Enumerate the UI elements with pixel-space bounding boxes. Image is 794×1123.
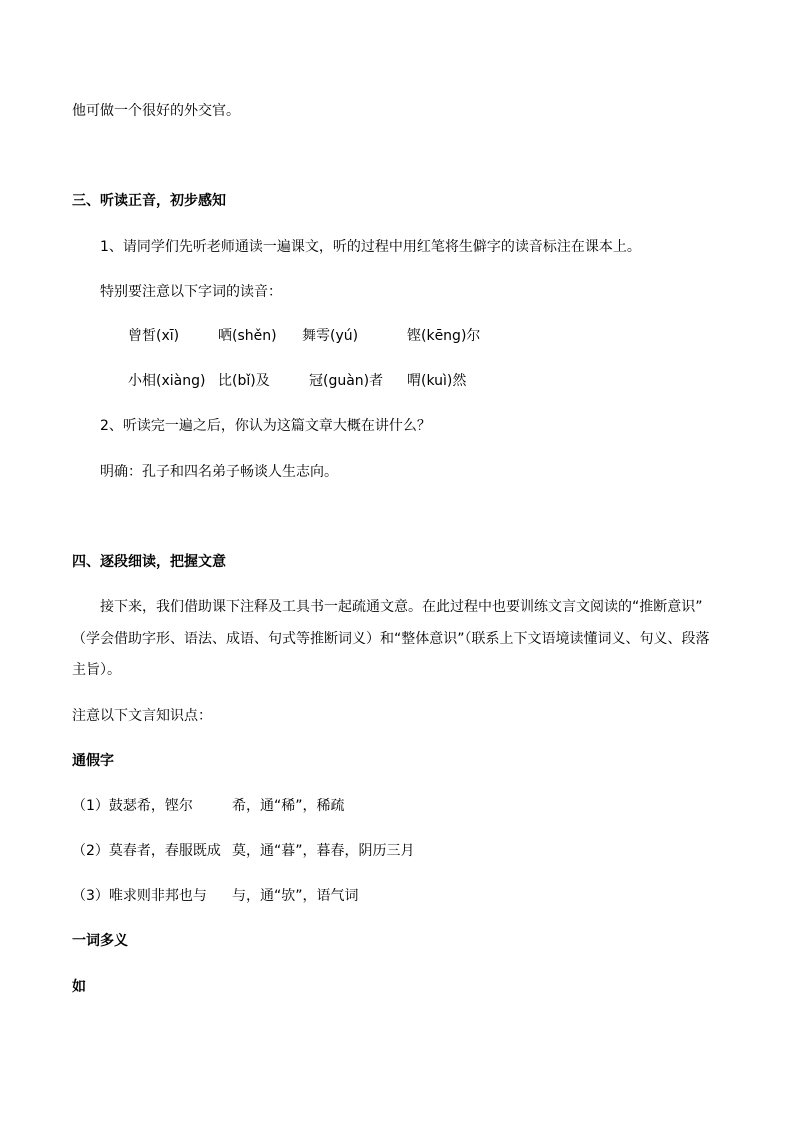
vocab-item: 舞雩(yú) (302, 328, 359, 344)
vocab-item: 比(bǐ)及 (218, 373, 270, 389)
section4-paragraph-line: 主旨）。 (72, 662, 121, 678)
vocab-item: 小相(xiàng) (128, 373, 206, 389)
tongjia-explain: 莫，通“暮”，暮春，阴历三月 (232, 843, 415, 859)
tongjia-source: （2）莫春者，春服既成 (72, 843, 221, 859)
vocab-item: 哂(shěn) (218, 328, 277, 344)
section4-paragraph-line: （学会借助字形、语法、成语、句式等推断词义）和“整体意识”（联系上下文语境读懂词义、句义、段落 (72, 631, 710, 647)
tongjia-source: （3）唯求则非邦也与 (72, 888, 207, 904)
section3-item1: 1、请同学们先听老师通读一遍课文，听的过程中用红笔将生僻字的读音标注在课本上。 (100, 239, 641, 255)
vocab-item: 曾皙(xī) (128, 328, 180, 344)
section3-answer: 明确：孔子和四名弟子畅谈人生志向。 (100, 464, 338, 480)
tongjia-heading: 通假字 (72, 753, 114, 769)
section3-note: 特别要注意以下字词的读音： (100, 284, 282, 300)
points-intro: 注意以下文言知识点： (72, 708, 212, 724)
continuation-text: 他可做一个很好的外交官。 (72, 103, 240, 119)
ru-heading: 如 (72, 979, 86, 995)
tongjia-explain: 与，通“欤”，语气词 (232, 888, 359, 904)
section3-item2: 2、听读完一遍之后，你认为这篇文章大概在讲什么？ (100, 418, 431, 434)
section3-heading: 三、听读正音，初步感知 (72, 193, 226, 209)
vocab-item: 冠(guàn)者 (309, 373, 384, 389)
vocab-item: 铿(kēng)尔 (407, 328, 481, 344)
tongjia-source: （1）鼓瑟希，铿尔 (72, 798, 193, 814)
tongjia-explain: 希，通“稀”，稀疏 (232, 798, 345, 814)
section4-heading: 四、逐段细读，把握文意 (72, 554, 226, 570)
yici-heading: 一词多义 (72, 933, 128, 949)
vocab-item: 喟(kuì)然 (407, 373, 467, 389)
section4-paragraph-line: 接下来，我们借助课下注释及工具书一起疏通文意。在此过程中也要训练文言文阅读的“推断意识” (100, 599, 703, 615)
